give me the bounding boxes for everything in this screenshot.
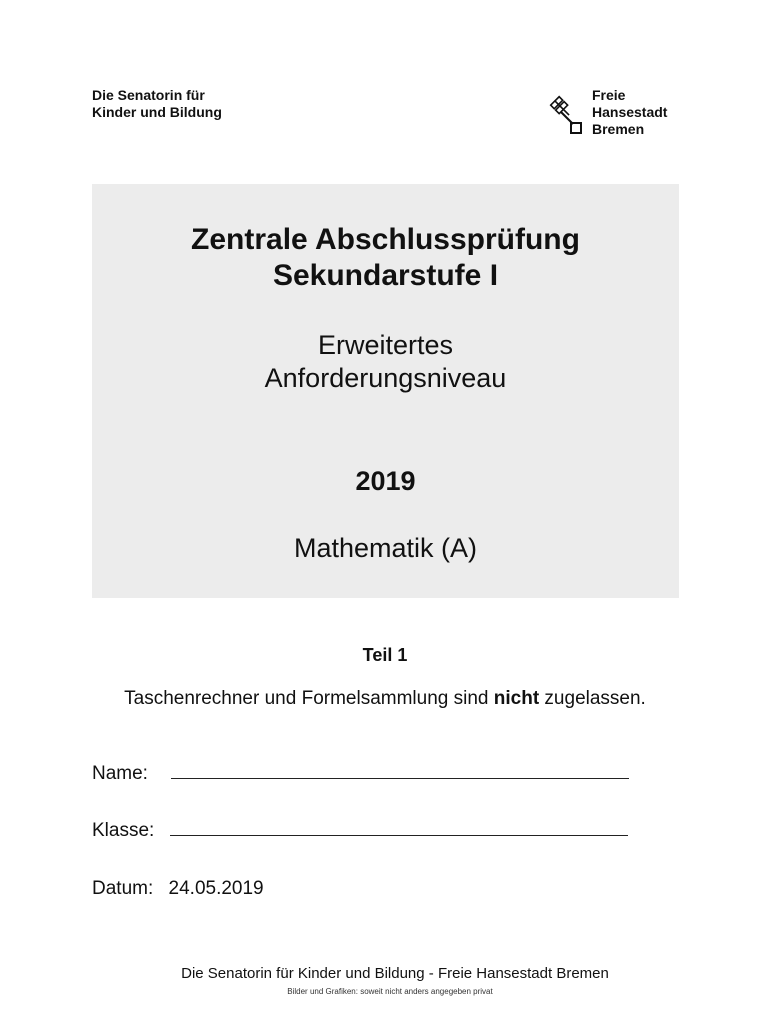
date-value: 24.05.2019 [168, 878, 264, 899]
exam-title [92, 222, 679, 294]
class-field [92, 817, 628, 842]
exam-year: 2019 [355, 466, 416, 496]
authority-line-2: Kinder und Bildung [92, 104, 222, 120]
state-line-1: Freie [592, 87, 626, 103]
exam-level-line-2: Anforderungsniveau [264, 363, 507, 393]
exam-subject: Mathematik (A) [293, 533, 478, 563]
header-state [592, 87, 667, 138]
exam-level [92, 329, 679, 395]
notice-after: zugelassen. [539, 688, 646, 709]
date-field [92, 878, 264, 900]
exam-title-line-2: Sekundarstufe I [272, 259, 499, 292]
exam-level-line-1: Erweitertes [317, 330, 454, 360]
state-line-3: Bremen [592, 121, 645, 137]
footer-authority: Die Senatorin für Kinder und Bildung - Freie Hansestadt Bremen [181, 965, 609, 982]
aids-notice [0, 688, 770, 710]
class-write-line [170, 817, 628, 836]
notice-emphasis: nicht [493, 688, 540, 709]
authority-line-1: Die Senatorin für [92, 87, 205, 103]
state-line-2: Hansestadt [592, 104, 668, 120]
footer-image-credit: Bilder und Grafiken: soweit nicht anders angegeben privat [287, 987, 493, 996]
exam-title-line-1: Zentrale Abschlussprüfung [191, 223, 580, 256]
class-label: Klasse: [92, 820, 155, 841]
notice-before: Taschenrechner und Formelsammlung sind [124, 688, 494, 709]
header-authority [92, 87, 222, 121]
bremen-key-icon [548, 94, 584, 136]
name-field [92, 760, 629, 785]
name-label: Name: [92, 763, 148, 784]
name-write-line [171, 760, 629, 779]
exam-part: Teil 1 [362, 645, 408, 665]
date-label: Datum: [92, 878, 154, 899]
title-box [92, 184, 679, 598]
